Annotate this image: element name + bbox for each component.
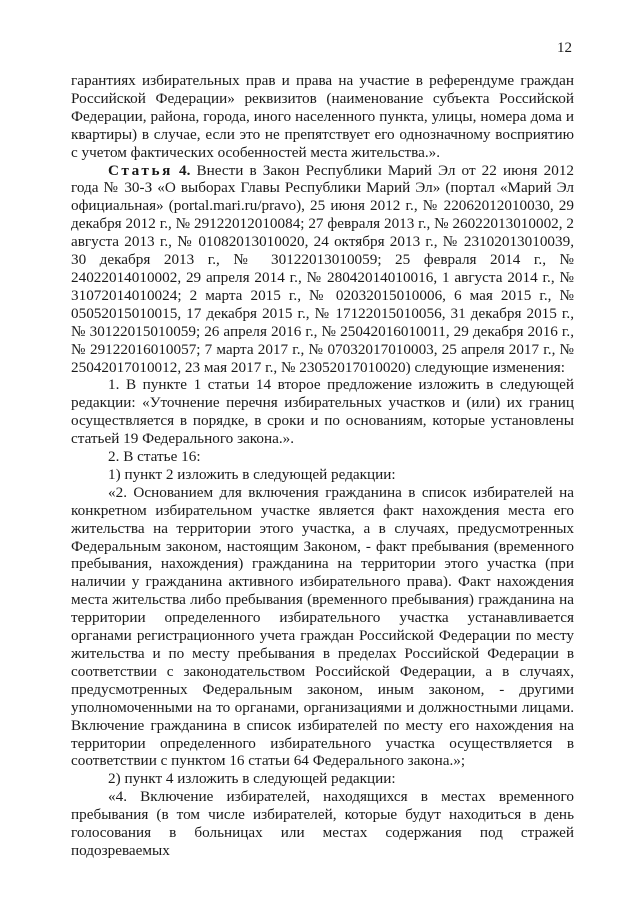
item-2-paragraph: 2. В статье 16: bbox=[108, 448, 201, 466]
quoted-point-4-paragraph: «4. Включение избирателей, находящихся в местах временного пребывания (в том числе избирателей, которые будут находиться в день голосования в больницах или местах содержания под стражей подозреваемых bbox=[71, 788, 574, 859]
item-1-paragraph: 1. В пункте 1 статьи 14 второе предложение изложить в следующей редакции: «Уточнение перечня избирательных участков и (или) их границ осуществляется в порядке, в сроки и по основаниям, которые установлены статьей 19 Федерального закона.». bbox=[71, 376, 574, 448]
paragraph-continuation: гарантиях избирательных прав и права на участие в референдуме граждан Российской Федерации» реквизитов (наименование субъекта Российской Федерации, района, города, иного населенного пункта, улицы, номера дома и квартиры) в случае, если это не препятствует его однозначному восприятию с учетом фактических особенностей места жительства.». bbox=[71, 72, 574, 161]
article-4-body: Внести в Закон Республики Марий Эл от 22 июня 2012 года № 30-З «О выборах Главы Республики Марий Эл» (портал «Марий Эл официальная» (portal.mari.ru/pravo), 25 июня 2012 г., № 22062012010030, 29 декабря 2012 г., № 29122012010084; 27 февраля 2013 г., № 26022013010002, 2 августа 2013 г., № 01082013010020, 24 октября 2013 г., № 23102013010039, 30 декабря 2013 г., № 30122013010059; 25 февраля 2014 г., № 24022014010002, 29 апреля 2014 г., № 28042014010016, 1 августа 2014 г., № 31072014010024; 2 марта 2015 г., № 02032015010006, 6 мая 2015 г., № 05052015010015, 17 декабря 2015 г., № 17122015010056, 31 декабря 2015 г., № 30122015010059; 26 апреля 2016 г., № 25042016010011, 29 декабря 2016 г., № 29122016010057; 7 марта 2017 г., № 07032017010003, 25 апреля 2017 г., № 25042017010012, 23 мая 2017 г., № 23052017010020) следующие изменения: bbox=[71, 161, 575, 376]
quoted-point-2-paragraph: «2. Основанием для включения гражданина в список избирателей на конкретном избирательном участке является факт нахождения места его жительства на территории этого участка, а в случаях, предусмотренных Федеральным законом, настоящим Законом, - факт пребывания (временного пребывания, нахождения) гражданина на территории этого участка (при наличии у гражданина активного избирательного права). Факт нахождения места жительства либо пребывания (временного пребывания) гражданина на территории определенного избирательного участка устанавливается органами регистрационного учета граждан Российской Федерации по месту жительства и по месту пребывания в пределах Российской Федерации в соответствии с законодательством Российской Федерации, а в случаях, предусмотренных Федеральным законом, иным законом, - другими уполномоченными на то органами, организациями и должностными лицами. Включение гражданина в список избирателей по месту его нахождения на территории определенного избирательного участка осуществляется в соответствии с пунктом 16 статьи 64 Федерального закона.»; bbox=[71, 483, 574, 770]
article-heading: Статья bbox=[108, 161, 173, 179]
subitem-2-paragraph: 2) пункт 4 изложить в следующей редакции: bbox=[108, 770, 396, 788]
page-number: 12 bbox=[557, 40, 572, 56]
subitem-1-paragraph: 1) пункт 2 изложить в следующей редакции: bbox=[108, 465, 396, 483]
article-number: 4. bbox=[179, 161, 191, 179]
document-body bbox=[71, 72, 574, 860]
article-4-paragraph bbox=[71, 162, 574, 377]
